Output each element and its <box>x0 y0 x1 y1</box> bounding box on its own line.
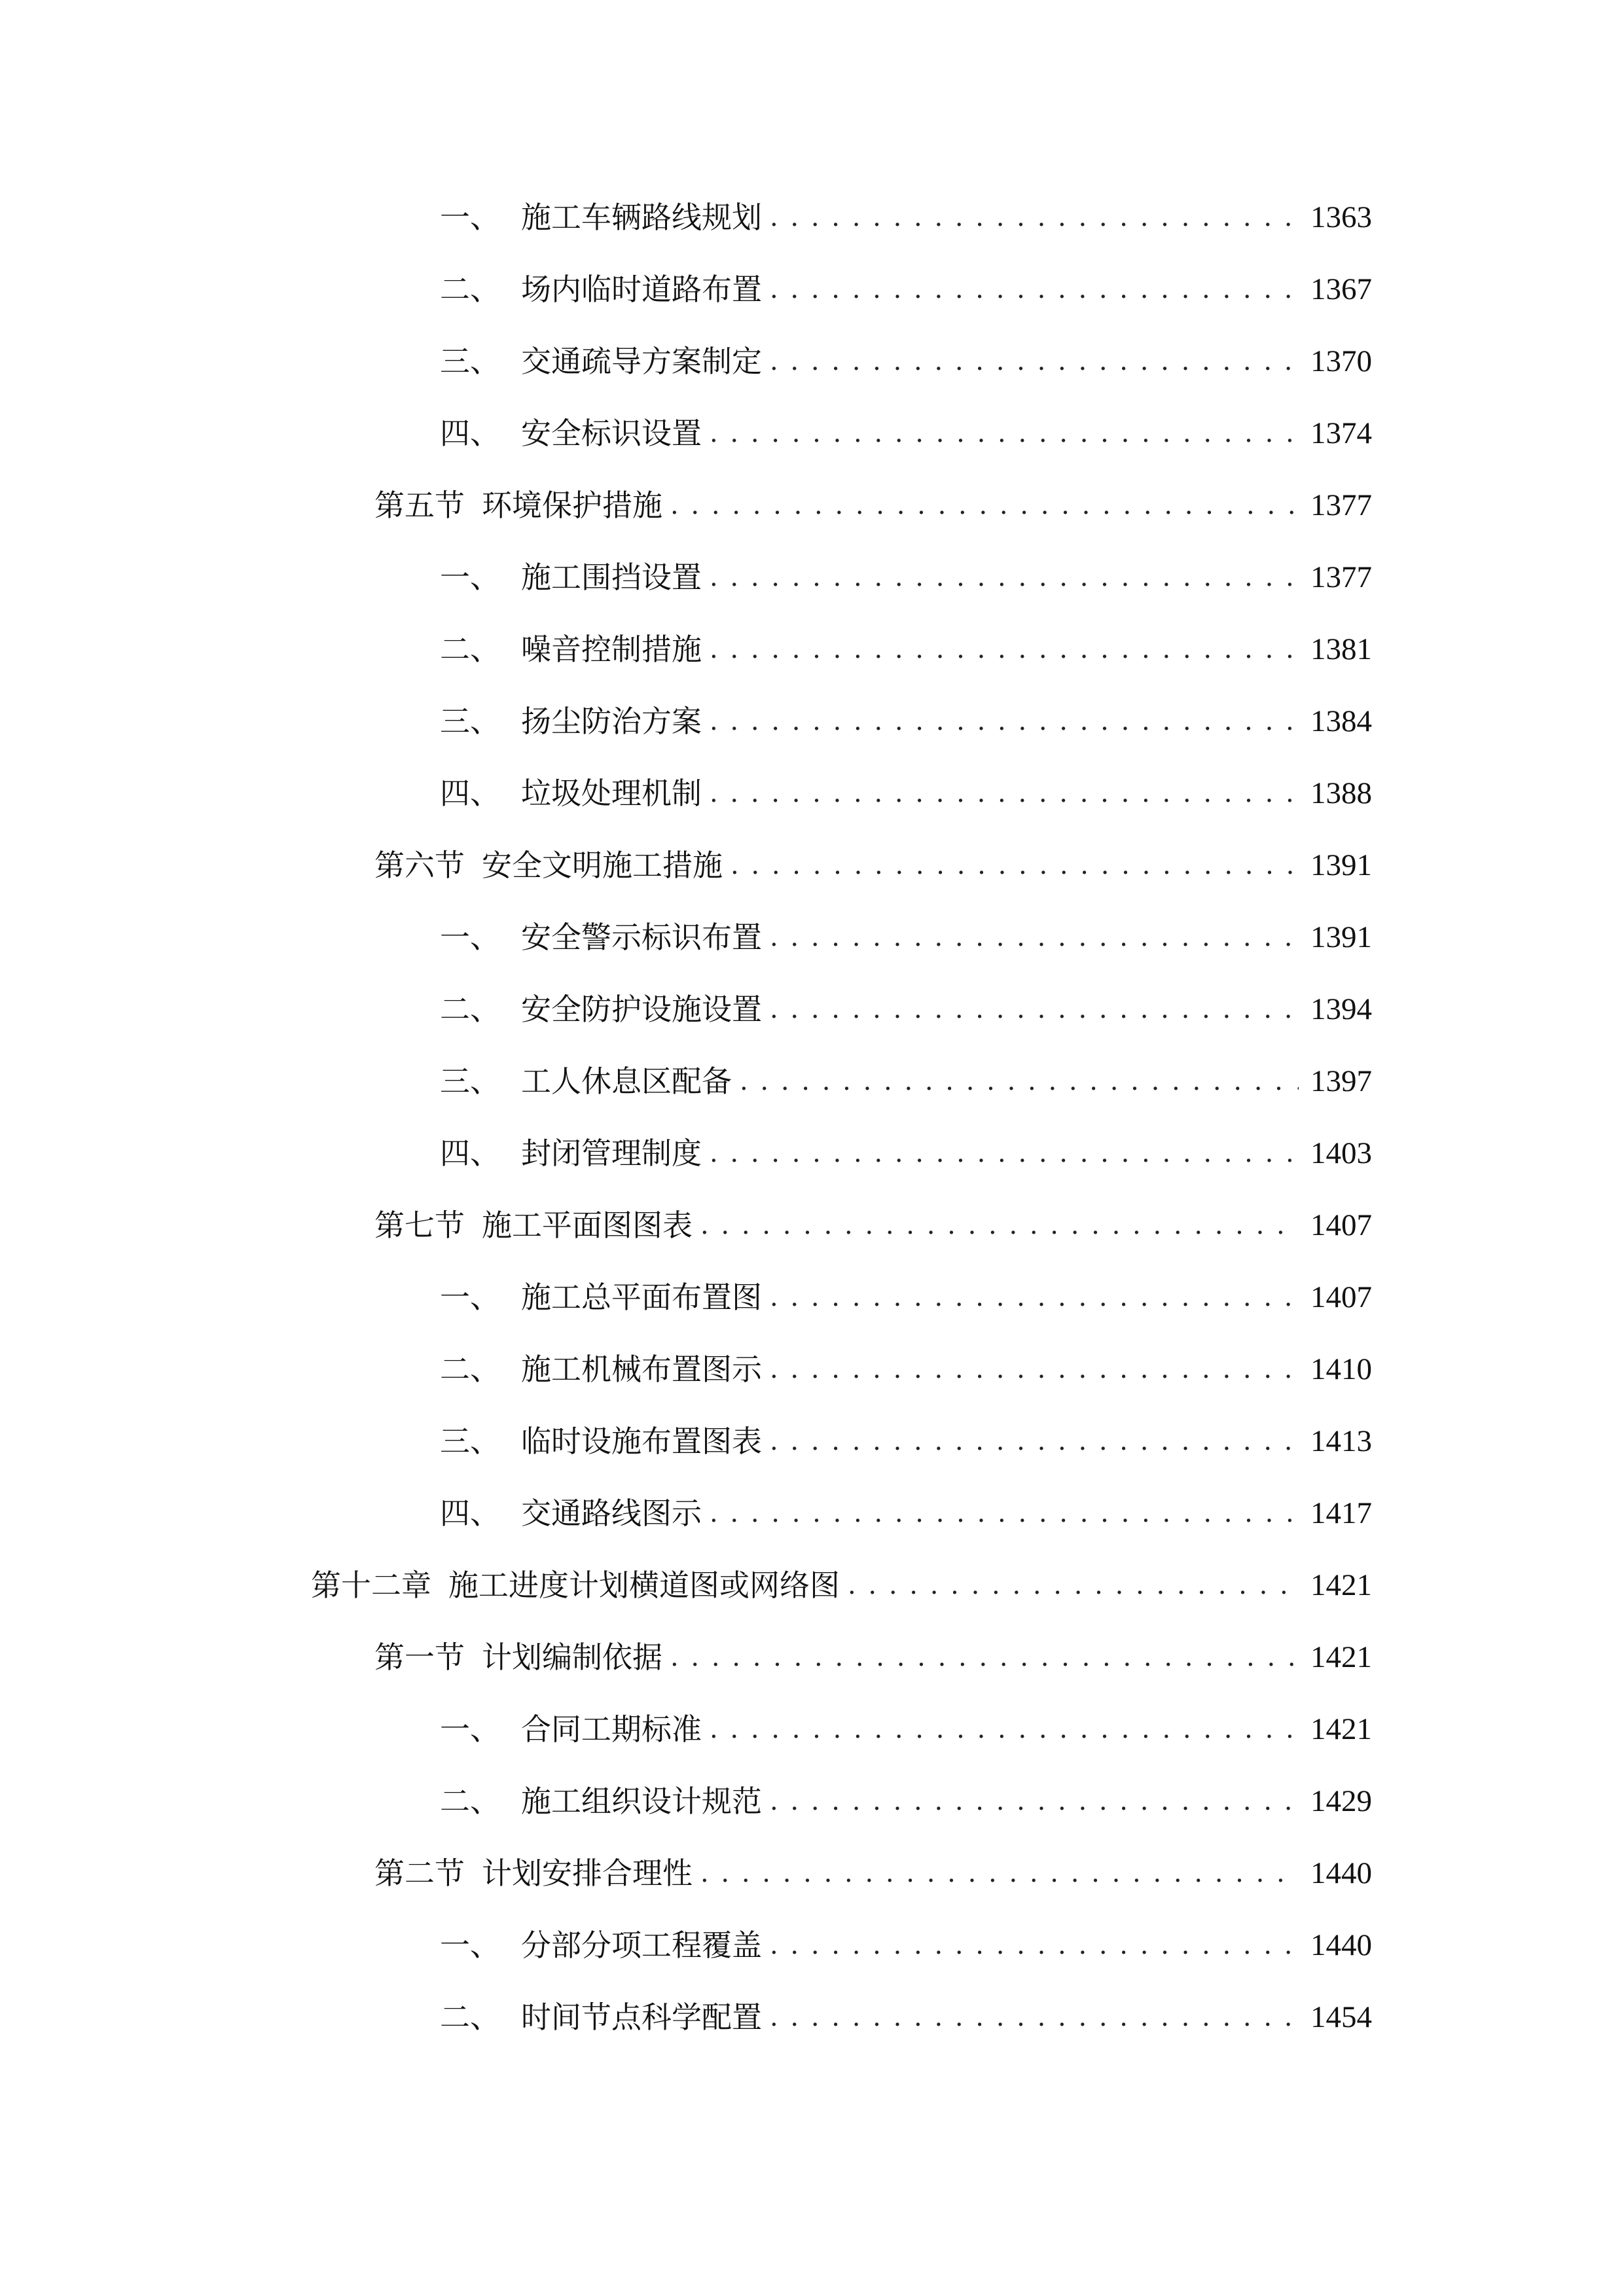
entry-page-number: 1407 <box>1310 1280 1372 1314</box>
toc-entry[interactable] <box>440 1487 1372 1539</box>
entry-title: 合同工期标准 <box>521 1712 702 1747</box>
dot-leader <box>770 335 1299 387</box>
chapter-title: 施工进度计划横道图或网络图 <box>448 1568 840 1603</box>
dot-leader <box>710 551 1299 603</box>
toc-entry[interactable] <box>440 1127 1372 1179</box>
entry-title: 封闭管理制度 <box>521 1136 702 1171</box>
toc-section-entry[interactable] <box>374 1199 1372 1251</box>
dot-leader <box>770 1415 1299 1467</box>
entry-page-number: 1388 <box>1310 776 1372 810</box>
entry-page-number: 1407 <box>1310 1208 1372 1242</box>
entry-title: 施工围挡设置 <box>521 560 702 595</box>
toc-entry[interactable] <box>440 1415 1372 1467</box>
entry-number: 二、 <box>440 632 500 667</box>
entry-page-number: 1377 <box>1310 488 1372 522</box>
toc-entry[interactable] <box>440 1775 1372 1827</box>
entry-number: 二、 <box>440 2000 500 2035</box>
entry-page-number: 1391 <box>1310 920 1372 954</box>
section-number: 第五节 <box>374 488 465 523</box>
toc-section-entry[interactable] <box>374 839 1372 891</box>
toc-entry[interactable] <box>440 335 1372 387</box>
toc-entry[interactable] <box>440 407 1372 459</box>
dot-leader <box>770 263 1299 315</box>
toc-entry[interactable] <box>440 983 1372 1035</box>
entry-page-number: 1413 <box>1310 1424 1372 1458</box>
entry-page-number: 1410 <box>1310 1352 1372 1386</box>
entry-page-number: 1377 <box>1310 560 1372 594</box>
entry-number: 二、 <box>440 272 500 307</box>
dot-leader <box>670 1631 1299 1683</box>
entry-page-number: 1440 <box>1310 1856 1372 1890</box>
toc-chapter-entry[interactable] <box>311 1559 1372 1611</box>
entry-page-number: 1367 <box>1310 272 1372 306</box>
entry-number: 四、 <box>440 1136 500 1171</box>
entry-page-number: 1370 <box>1310 344 1372 378</box>
toc-entry[interactable] <box>440 1055 1372 1107</box>
entry-page-number: 1421 <box>1310 1712 1372 1746</box>
dot-leader <box>770 191 1299 243</box>
toc-entry[interactable] <box>440 1919 1372 1971</box>
entry-number: 一、 <box>440 200 500 235</box>
entry-number: 三、 <box>440 344 500 379</box>
dot-leader <box>848 1559 1299 1611</box>
entry-title: 安全标识设置 <box>521 416 702 451</box>
toc-entry[interactable] <box>440 263 1372 315</box>
dot-leader <box>710 1127 1299 1179</box>
entry-title: 施工总平面布置图 <box>521 1280 762 1315</box>
entry-page-number: 1417 <box>1310 1496 1372 1530</box>
entry-number: 一、 <box>440 1712 500 1747</box>
entry-number: 四、 <box>440 1496 500 1531</box>
entry-page-number: 1429 <box>1310 1784 1372 1818</box>
dot-leader <box>740 1055 1299 1107</box>
entry-title: 垃圾处理机制 <box>521 776 702 811</box>
entry-page-number: 1391 <box>1310 848 1372 882</box>
toc-entry[interactable] <box>440 911 1372 963</box>
toc-entry[interactable] <box>440 1703 1372 1755</box>
entry-title: 噪音控制措施 <box>521 632 702 667</box>
toc-entry[interactable] <box>440 623 1372 675</box>
entry-number: 四、 <box>440 776 500 811</box>
entry-page-number: 1403 <box>1310 1136 1372 1170</box>
dot-leader <box>770 1991 1299 2043</box>
dot-leader <box>770 983 1299 1035</box>
section-number: 第六节 <box>374 848 465 883</box>
toc-entry[interactable] <box>440 551 1372 603</box>
entry-title: 施工车辆路线规划 <box>521 200 762 235</box>
entry-page-number: 1454 <box>1310 2000 1372 2034</box>
entry-number: 三、 <box>440 1064 500 1099</box>
entry-number: 三、 <box>440 1424 500 1459</box>
dot-leader <box>710 767 1299 819</box>
entry-title: 分部分项工程覆盖 <box>521 1928 762 1963</box>
dot-leader <box>700 1199 1299 1251</box>
entry-title: 安全防护设施设置 <box>521 992 762 1027</box>
entry-title: 施工组织设计规范 <box>521 1784 762 1819</box>
entry-page-number: 1384 <box>1310 704 1372 738</box>
dot-leader <box>731 839 1299 891</box>
entry-number: 一、 <box>440 1928 500 1963</box>
toc-section-entry[interactable] <box>374 1847 1372 1899</box>
dot-leader <box>770 1775 1299 1827</box>
toc-entry[interactable] <box>440 695 1372 747</box>
entry-number: 一、 <box>440 1280 500 1315</box>
entry-page-number: 1421 <box>1310 1568 1372 1602</box>
entry-number: 一、 <box>440 920 500 955</box>
entry-title: 交通路线图示 <box>521 1496 702 1531</box>
dot-leader <box>710 1703 1299 1755</box>
toc-entry[interactable] <box>440 1343 1372 1395</box>
section-title: 施工平面图图表 <box>482 1208 693 1243</box>
dot-leader <box>770 1271 1299 1323</box>
section-title: 计划编制依据 <box>482 1640 662 1675</box>
entry-number: 二、 <box>440 1784 500 1819</box>
section-title: 环境保护措施 <box>482 488 662 523</box>
toc-entry[interactable] <box>440 1271 1372 1323</box>
toc-entry[interactable] <box>440 1991 1372 2043</box>
entry-page-number: 1397 <box>1310 1064 1372 1098</box>
entry-title: 施工机械布置图示 <box>521 1352 762 1387</box>
entry-page-number: 1363 <box>1310 200 1372 234</box>
dot-leader <box>710 623 1299 675</box>
entry-page-number: 1440 <box>1310 1928 1372 1962</box>
dot-leader <box>770 1343 1299 1395</box>
entry-page-number: 1421 <box>1310 1640 1372 1674</box>
entry-page-number: 1374 <box>1310 416 1372 450</box>
entry-title: 交通疏导方案制定 <box>521 344 762 379</box>
toc-section-entry[interactable] <box>374 479 1372 531</box>
section-title: 计划安排合理性 <box>482 1856 693 1891</box>
dot-leader <box>700 1847 1299 1899</box>
entry-title: 工人休息区配备 <box>521 1064 732 1099</box>
entry-number: 三、 <box>440 704 500 739</box>
toc-entry[interactable] <box>440 767 1372 819</box>
section-number: 第七节 <box>374 1208 465 1243</box>
section-title: 安全文明施工措施 <box>482 848 723 883</box>
toc-section-entry[interactable] <box>374 1631 1372 1683</box>
section-number: 第二节 <box>374 1856 465 1891</box>
entry-page-number: 1394 <box>1310 992 1372 1026</box>
entry-title: 临时设施布置图表 <box>521 1424 762 1459</box>
dot-leader <box>710 407 1299 459</box>
entry-number: 一、 <box>440 560 500 595</box>
entry-title: 场内临时道路布置 <box>521 272 762 307</box>
entry-title: 安全警示标识布置 <box>521 920 762 955</box>
entry-title: 扬尘防治方案 <box>521 704 702 739</box>
dot-leader <box>670 479 1299 531</box>
entry-number: 二、 <box>440 992 500 1027</box>
entry-title: 时间节点科学配置 <box>521 2000 762 2035</box>
entry-page-number: 1381 <box>1310 632 1372 666</box>
entry-number: 二、 <box>440 1352 500 1387</box>
entry-number: 四、 <box>440 416 500 451</box>
dot-leader <box>770 1919 1299 1971</box>
toc-entry[interactable] <box>440 191 1372 243</box>
dot-leader <box>770 911 1299 963</box>
section-number: 第一节 <box>374 1640 465 1675</box>
dot-leader <box>710 695 1299 747</box>
chapter-number: 第十二章 <box>311 1568 431 1603</box>
dot-leader <box>710 1487 1299 1539</box>
